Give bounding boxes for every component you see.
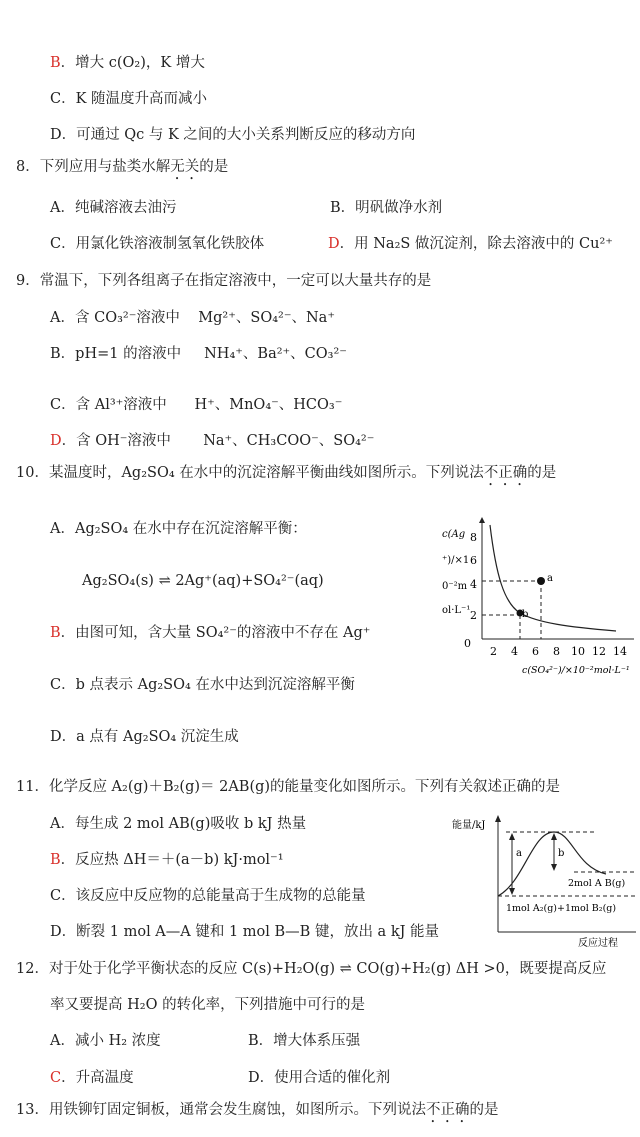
y-axis-label-line: ⁺)/×1: [442, 555, 470, 566]
y-axis-label-line: c(Ag: [442, 529, 466, 540]
q10-equation: Ag₂SO₄(s) ⇌ 2Ag⁺(aq)+SO₄²⁻(aq): [82, 573, 324, 589]
y-tick-label: 8: [470, 531, 477, 544]
q8-option-c: C．用氯化铁溶液制氢氧化铁胶体: [50, 236, 265, 252]
y-axis-label-line: ol·L⁻¹: [442, 605, 471, 616]
q7-option-b: B．增大 c(O₂)，K 增大: [50, 55, 205, 71]
solubility-curve: [490, 525, 616, 631]
y-axis-arrow: [479, 517, 485, 523]
y-axis-label: 能量/kJ: [452, 820, 486, 831]
q7-option-d: D．可通过 Qc 与 K 之间的大小关系判断反应的移动方向: [50, 127, 416, 143]
arrow-a-tail: [509, 888, 515, 895]
point-a: [537, 577, 545, 585]
x-axis-label: c(SO₄²⁻)/×10⁻²mol·L⁻¹: [522, 665, 630, 676]
arrow-b-head: [551, 864, 557, 871]
arrow-b-tail: [551, 833, 557, 840]
y-tick-label: 0: [464, 637, 471, 650]
x-tick-label: 12: [592, 645, 606, 658]
q11-option-c: C．该反应中反应物的总能量高于生成物的总能量: [50, 888, 366, 904]
q11-option-a: A．每生成 2 mol AB(g)吸收 b kJ 热量: [50, 816, 307, 832]
option-letter: B: [50, 55, 61, 71]
q11-energy-figure: [446, 812, 638, 948]
point-a-label: a: [547, 573, 553, 584]
q10-option-d: D．a 点有 Ag₂SO₄ 沉淀生成: [50, 729, 239, 745]
q11-stem: 11．化学反应 A₂(g)＋B₂(g)＝ 2AB(g)的能量变化如图所示。下列有关叙述正确的是: [16, 779, 561, 795]
q11-option-d: D．断裂 1 mol A—A 键和 1 mol B—B 键，放出 a kJ 能量: [50, 924, 440, 940]
q12-option-a: A．减小 H₂ 浓度: [50, 1033, 161, 1049]
q9-option-b: B．pH=1 的溶液中 NH₄⁺、Ba²⁺、CO₃²⁻: [50, 346, 347, 362]
q12-option-d: D．使用合适的催化剂: [248, 1070, 391, 1086]
x-axis-label: 反应过程: [578, 938, 618, 948]
q9-option-d: D．含 OH⁻溶液中 Na⁺、CH₃COO⁻、SO₄²⁻: [50, 433, 375, 449]
x-tick-label: 2: [490, 645, 497, 658]
q7-option-c: C．K 随温度升高而减小: [50, 91, 208, 107]
emphasis-text: 无关: [170, 159, 200, 175]
q13-stem: 13．用铁铆钉固定铜板，通常会发生腐蚀，如图所示。下列说法不正确的是: [16, 1102, 499, 1118]
label-a: a: [516, 848, 522, 859]
q8-option-b: B．明矾做净水剂: [330, 200, 443, 216]
q8-option-d: D．用 Na₂S 做沉淀剂，除去溶液中的 Cu²⁺: [328, 236, 613, 252]
emphasis-text: 不正确: [425, 1102, 470, 1118]
x-tick-label: 4: [511, 645, 518, 658]
product-label: 2mol A B(g): [568, 878, 626, 889]
q8-option-a: A．纯碱溶液去油污: [50, 200, 177, 216]
q12-stem-line1: 12．对于处于化学平衡状态的反应 C(s)+H₂O(g) ⇌ CO(g)+H₂(g) ΔH >0，既要提高反应: [16, 961, 607, 977]
q11-option-b: B．反应热 ΔH＝＋(a－b) kJ·mol⁻¹: [50, 852, 284, 868]
q10-stem: 10．某温度时，Ag₂SO₄ 在水中的沉淀溶解平衡曲线如图所示。下列说法不正确的是: [16, 465, 557, 481]
q10-solubility-figure: [438, 515, 638, 680]
emphasis-text: 不正确: [483, 465, 528, 481]
y-tick-label: 2: [470, 609, 477, 622]
label-b: b: [558, 848, 565, 859]
q12-option-b: B．增大体系压强: [248, 1033, 361, 1049]
x-tick-label: 6: [532, 645, 539, 658]
q9-option-a: A．含 CO₃²⁻溶液中 Mg²⁺、SO₄²⁻、Na⁺: [50, 310, 335, 326]
x-tick-label: 8: [553, 645, 560, 658]
q10-option-a: A．Ag₂SO₄ 在水中存在沉淀溶解平衡：: [50, 521, 307, 537]
point-b-label: b: [522, 609, 529, 620]
y-axis-label-line: 0⁻²m: [442, 581, 468, 592]
x-tick-label: 14: [613, 645, 627, 658]
q9-stem: 9．常温下，下列各组离子在指定溶液中，一定可以大量共存的是: [16, 273, 432, 289]
q9-option-c: C．含 Al³⁺溶液中 H⁺、MnO₄⁻、HCO₃⁻: [50, 397, 343, 413]
y-tick-label: 6: [470, 554, 477, 567]
q8-stem: 8．下列应用与盐类水解无关的是: [16, 159, 229, 175]
y-tick-label: 4: [470, 578, 477, 591]
q10-option-c: C．b 点表示 Ag₂SO₄ 在水中达到沉淀溶解平衡: [50, 677, 355, 693]
y-axis-arrow: [495, 815, 501, 822]
q12-option-c: C．升高温度: [50, 1070, 134, 1086]
arrow-a-head: [509, 833, 515, 840]
reactant-label: 1mol A₂(g)+1mol B₂(g): [506, 903, 617, 914]
x-tick-label: 10: [571, 645, 585, 658]
q10-option-b: B．由图可知，含大量 SO₄²⁻的溶液中不存在 Ag⁺: [50, 625, 371, 641]
q12-stem-line2: 率又要提高 H₂O 的转化率，下列措施中可行的是: [50, 997, 366, 1013]
